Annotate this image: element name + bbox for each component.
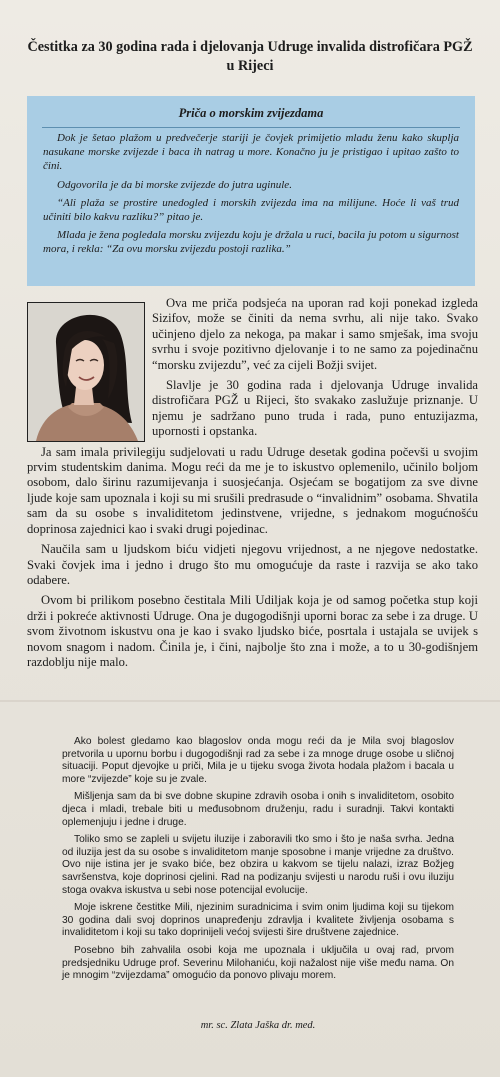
lower-article [62,736,454,988]
lower-paragraph: Posebno bih zahvalila osobi koja me upoznala i uključila u ovaj rad, prvom predsjedniku Udruge prof. Severinu Milohaniću, koji nažalost nije više među nama. On je mnogim “zvijezdama” omogućio da ponovo plivaju morem. [62,944,454,982]
story-paragraph: Dok je šetao plažom u predvečerje stariji je čovjek primijetio mladu ženu kako skuplja nasukane morske zvijezde i baca ih natrag u more. Konačno ju je pristigao i upitao zašto to čini. [43,132,459,173]
main-paragraph: Ovom bi prilikom posebno čestitala Mili Udiljak koja je od samog početka stup koji drži i pokreće aktivnosti Udruge. Ona je dugogodišnji uporni borac za sebe i za druge. U svom životnom iskustvu ona je kao i svako ljudsko biće, posrtala i ustajala se uvijek s novom snagom i nadom. Činila je, i čini, najbolje što zna i može, a to u 30-godišnjem razdoblju nije malo. [27,593,478,669]
main-article [27,296,478,675]
lower-paragraph: Moje iskrene čestitke Mili, njezinim suradnicima i svim onim ljudima koji su tijekom 30 godina dali svoj doprinos unapređenju zdravlja i kvalitete življenja osobama s invaliditetom i koji su tako doprinijeli većoj svijesti šire društvene zajednice. [62,902,454,939]
main-paragraph: Ja sam imala privilegiju sudjelovati u radu Udruge desetak godina počevši u svojim prvim studentskim danima. Mogu reći da me je to iskustvo oplemenilo, učinilo boljom osobom, dalo širinu razumijevanja i suosjećanja. Osjećam se bogatijom za sve divne ljude koje sam upoznala i koji su mi srušili predrasude o “invalidnim” osobama. Shvatila sam da su osobe s invaliditetom jedinstvene, vrijedne, s jednakom mogućnošću doprinosa zajednici kao i svaki drugi pojedinac. [27,444,478,536]
author-signature: mr. sc. Zlata Jaška dr. med. [200,1020,316,1031]
story-paragraph: Mlada je žena pogledala morsku zvijezdu koju je držala u ruci, bacila ju potom u sigurnost mora, i rekla: “Za ovu morsku zvijezdu postoji razlika.” [43,229,459,256]
main-paragraph: Slavlje je 30 godina rada i djelovanja Udruge invalida distrofičara PGŽ u Rijeci, što svakako zaslužuje priznanje. U njemu je sadržano puno truda i rada, puno entuzijazma, upornosti i opstanka. [152,378,478,439]
story-divider [42,127,460,128]
lower-paragraph: Mišljenja sam da bi sve dobne skupine zdravih osoba i onih s invaliditetom, osobito djeca i mladi, trebale biti u međusobnom druženju, radu i suradnji. Takvi kontakti oplemenjuju i jedne i druge. [62,791,454,828]
main-paragraph: Naučila sam u ljudskom biću vidjeti njegovu vrijednost, a ne njegove nedostatke. Svaki čovjek ima i jedno i drugo što mu omogućuje da raste i razvija se ako tako odabere. [27,542,478,587]
lower-paragraph: Ako bolest gledamo kao blagoslov onda mogu reći da je Mila svoj blagoslov pretvorila u upornu borbu i dugogodišnji rad za sebe i za mnoge druge osobe u sličnoj situaciji. Poput djevojke u priči, Mila je u tijeku svoga života hodala plažom i bacala u more “zvijezde” koje su je zvale. [62,736,454,785]
story-box [27,96,475,286]
page-fold-shadow [0,700,500,702]
story-title: Priča o morskim zvijezdama [178,106,324,120]
story-paragraph: Odgovorila je da bi morske zvijezde do jutra uginule. [57,178,292,191]
main-paragraph: Ova me priča podsjeća na uporan rad koji ponekad izgleda Sizifov, može se činiti da nema svrhu, ali nije tako. Svako učinjeno djelo za nekoga, pa makar i samo smješak, ima svoju svrhu i svoje pozitivno djelovanje i to ne samo za pojedinačnu “morsku zvijezdu”, već za cijeli Božji svijet. [152,296,478,372]
document-title: Čestitka za 30 godina rada i djelovanja Udruge invalida distrofičara PGŽ u Rijeci [27,39,473,74]
story-paragraph: “Ali plaža se prostire unedogled i morskih zvijezda ima na milijune. Hoće li vaš trud učiniti bilo kakvu razliku?” pitao je. [43,196,459,224]
lower-paragraph: Toliko smo se zapleli u svijetu iluzije i zaboravili tko smo i što je naša svrha. Jedna od iluzija jest da su osobe s invaliditetom manje sposobne i manje vrijedne za društvo. Ovo nije istina jer je svako biće, bez obzira u kakvom se tijelu nalazi, izraz Božjeg savršenstva, koje doprinosi cjelini. Rad na podizanju svijesti u narodu ruši i ovu iluziju stoga ovakva iskustva u sebi nose potencijal evolucije. [62,834,454,896]
